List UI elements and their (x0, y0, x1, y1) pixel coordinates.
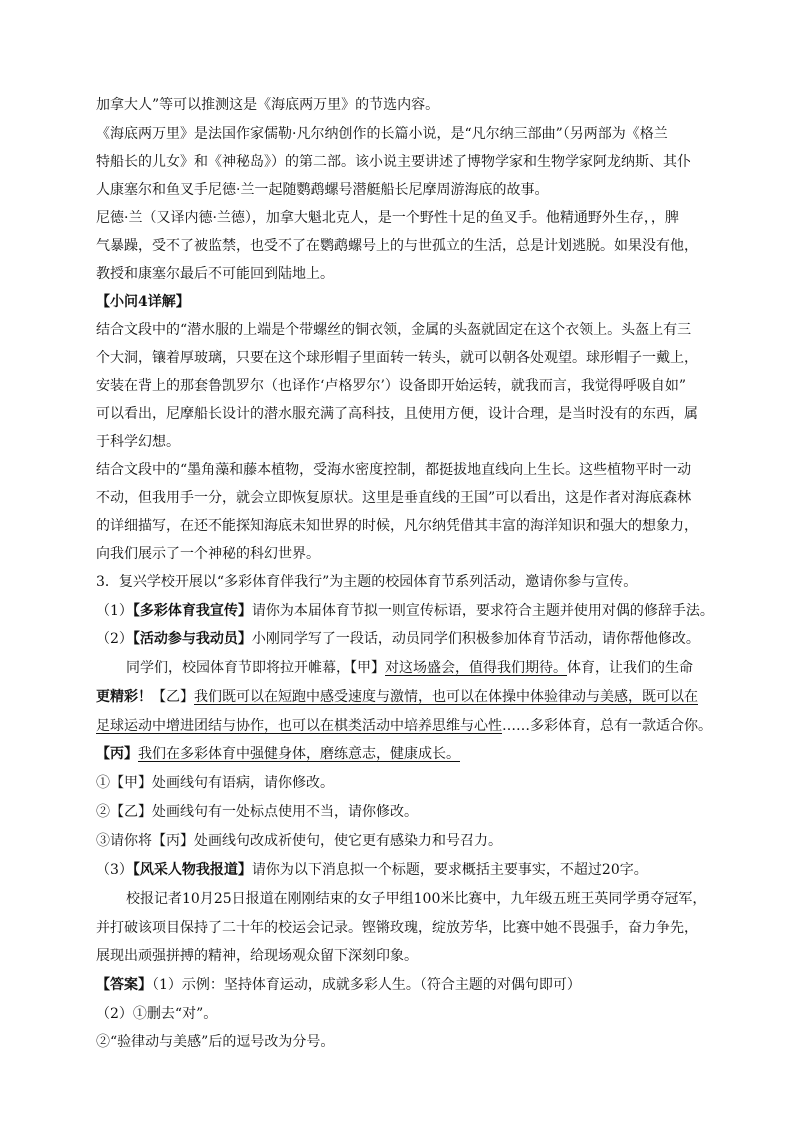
news-line: 校报记者10月25日报道在刚刚结束的女子甲组100米比赛中，九年级五班王英同学勇夺冠军， (126, 891, 707, 907)
passage-text: 同学们，校园体育节即将拉开帷幕， (126, 660, 350, 676)
task-item: ③请你将【丙】处画线句改成祈使句，使它更有感染力和号召力。 (96, 833, 502, 849)
marker-yi: 【乙】 (152, 689, 194, 705)
passage-text: ……多彩体育，总有一款适合你。 (502, 718, 712, 734)
answer-line: （2）①删去“对”。 (96, 1006, 218, 1022)
text-line: 人康塞尔和鱼叉手尼德·兰一起随鹦鹉螺号潜艇船长尼摩周游海底的故事。 (96, 182, 549, 198)
sub-question-number: （3） (96, 862, 133, 878)
sub-question-title: 【风采人物我报道】 (132, 862, 252, 878)
news-line: 展现出顽强拼搏的精神，给现场观众留下深刻印象。 (96, 948, 418, 964)
text-line: 的详细描写，在还不能探知海底未知世界的时候，凡尔纳凭借其丰富的海洋知识和强大的想象力， (96, 518, 698, 534)
passage-line (96, 689, 708, 705)
sub-question-2 (96, 631, 708, 647)
section-heading: 【小问4详解】 (96, 294, 190, 310)
sub-question-1 (96, 603, 714, 619)
marker-bing: 【丙】 (96, 746, 138, 762)
passage-text: 更精彩！ (96, 689, 152, 705)
answer-line: ②“验律动与美感”后的逗号改为分号。 (96, 1034, 335, 1050)
underlined-sentence-jia: 对这场盛会，值得我们期待。 (385, 660, 567, 676)
text-line: 于科学幻想。 (96, 434, 180, 450)
text-line: 个大洞，镶着厚玻璃，只要在这个球形帽子里面转一转头，就可以朝各处观望。球形帽子一戴上， (96, 350, 698, 366)
text-line: 向我们展示了一个神秘的科幻世界。 (96, 546, 320, 562)
news-line: 并打破该项目保持了二十年的校运会记录。铿锵玫瑰，绽放芳华，比赛中她不畏强手，奋力争先， (96, 920, 698, 936)
text-line: 安装在背上的那套鲁凯罗尔（也译作‘卢格罗尔’）设备即开始运转，就我而言，我觉得呼吸自如” (96, 378, 687, 394)
sub-question-number: （2） (96, 631, 133, 647)
answer-line (96, 977, 708, 993)
sub-question-text: 请你为以下消息拟一个标题，要求概括主要事实，不超过20字。 (251, 862, 648, 878)
answer-text: （1）示例：坚持体育运动，成就多彩人生。（符合主题的对偶句即可） (152, 977, 581, 993)
text-line: 《海底两万里》是法国作家儒勒·凡尔纳创作的长篇小说，是“凡尔纳三部曲”（另两部为《格兰 (96, 126, 668, 142)
sub-question-number: （1） (96, 603, 133, 619)
answer-label: 【答案】 (96, 977, 152, 993)
text-line: 不动，但我用手一分，就会立即恢复原状。这里是垂直线的王国”可以看出，这是作者对海底森林 (96, 490, 692, 506)
passage-line (96, 746, 708, 762)
sub-question-title: 【多彩体育我宣传】 (132, 603, 252, 619)
underlined-sentence-yi-cont: 足球运动中增进团结与协作，也可以在棋类活动中培养思维与心性 (96, 718, 502, 734)
text-line: 气暴躁，受不了被监禁，也受不了在鹦鹉螺号上的与世孤立的生活，总是计划逃脱。如果没有他， (96, 238, 698, 254)
task-item: ②【乙】处画线句有一处标点使用不当，请你修改。 (96, 804, 418, 820)
text-line: 尼德·兰（又译内德·兰德），加拿大魁北克人，是一个野性十足的鱼叉手。他精通野外生存，，脾 (96, 210, 679, 226)
text-line: 特船长的儿女》和《神秘岛》）的第二部。该小说主要讲述了博物学家和生物学家阿龙纳斯、其仆 (96, 154, 691, 170)
text-line: 结合文段中的“潜水服的上端是个带螺丝的铜衣领，金属的头盔就固定在这个衣领上。头盔上有三 (96, 322, 692, 338)
passage-line (96, 718, 712, 734)
sub-question-text: 小刚同学写了一段话，动员同学们积极参加体育节活动，请你帮他修改。 (251, 631, 700, 647)
task-item: ①【甲】处画线句有语病，请你修改。 (96, 775, 334, 791)
question-stem: 3．复兴学校开展以“多彩体育伴我行”为主题的校园体育节系列活动，邀请你参与宣传。 (96, 574, 638, 590)
text-line: 结合文段中的“墨角藻和藤本植物，受海水密度控制，都挺拔地直线向上生长。这些植物平时一动 (96, 462, 692, 478)
underlined-sentence-yi: 我们既可以在短跑中感受速度与激情，也可以在体操中体验律动与美感，既可以在 (194, 689, 698, 705)
sub-question-text: 请你为本届体育节拟一则宣传标语，要求符合主题并使用对偶的修辞手法。 (251, 603, 714, 619)
sub-question-title: 【活动参与我动员】 (132, 631, 252, 647)
underlined-sentence-bing: 我们在多彩体育中强健身体，磨练意志，健康成长。 (138, 746, 460, 762)
text-line: 可以看出，尼摩船长设计的潜水服充满了高科技，且使用方便，设计合理，是当时没有的东西，属 (96, 406, 698, 422)
passage-text: 体育，让我们的生命 (567, 660, 693, 676)
passage-line (126, 660, 708, 676)
marker-jia: 【甲】 (350, 660, 385, 676)
text-line: 加拿大人”等可以推测这是《海底两万里》的节选内容。 (96, 97, 440, 113)
sub-question-3 (96, 862, 708, 878)
text-line: 教授和康塞尔最后不可能回到陆地上。 (96, 266, 334, 282)
